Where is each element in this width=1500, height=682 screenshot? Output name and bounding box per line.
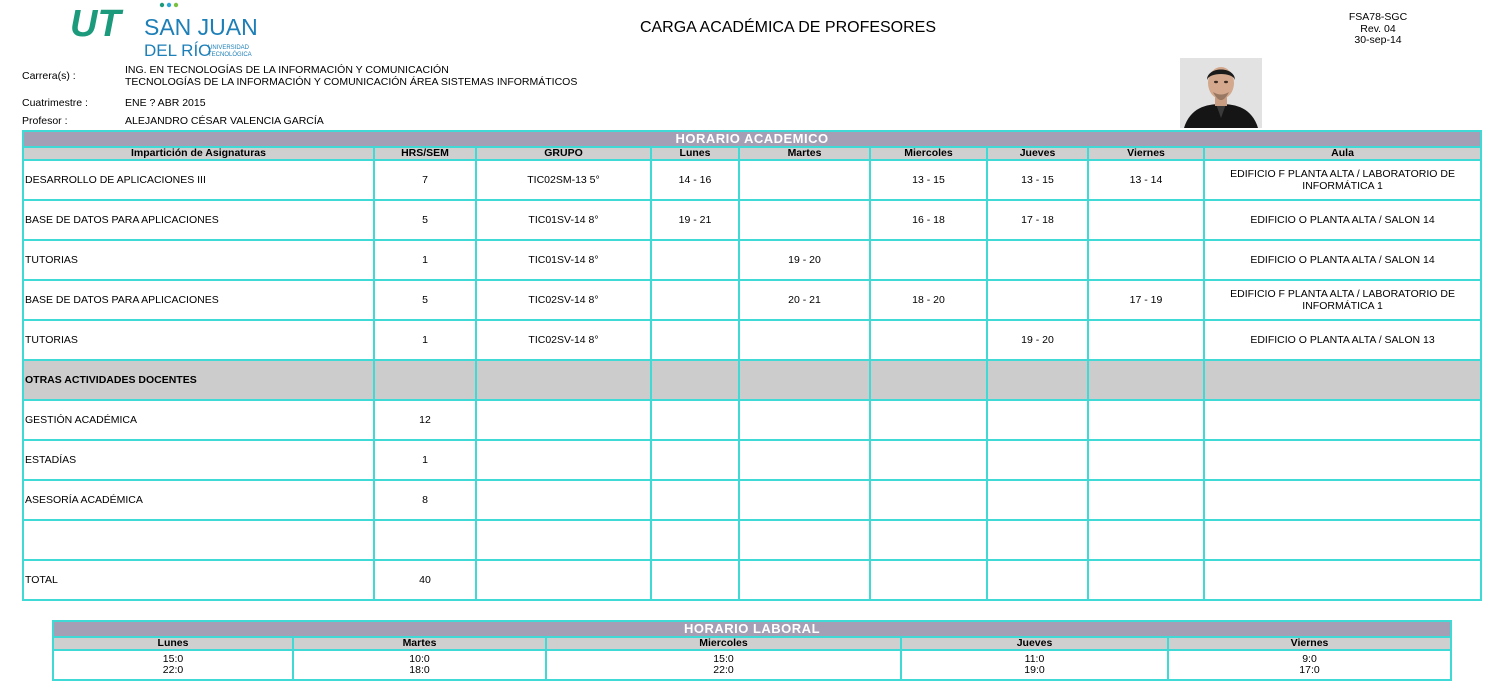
table-cell: 5 [374,200,476,240]
table-cell: 19 - 21 [651,200,739,240]
document-date: 30-sep-14 [1354,34,1402,46]
column-header: Lunes [651,147,739,160]
table-row [23,320,1481,360]
table-cell: EDIFICIO O PLANTA ALTA / SALON 14 [1204,240,1481,280]
table-cell [651,440,739,480]
table-cell: TIC01SV-14 8° [476,200,651,240]
table-cell [1204,560,1481,600]
table-cell [870,360,987,400]
end-time: 22:0 [713,664,734,676]
document-code: FSA78-SGC [1348,11,1408,23]
table-cell [1088,200,1204,240]
column-header: Jueves [987,147,1088,160]
end-time: 17:0 [1299,664,1320,676]
table-cell [987,240,1088,280]
work-hours-cell [53,650,293,680]
table-cell [476,360,651,400]
table-cell: TIC02SV-14 8° [476,280,651,320]
subject-cell: TUTORIAS [23,240,374,280]
career-label: Carrera(s) : [22,70,76,82]
table-cell [651,520,739,560]
table-cell [1204,520,1481,560]
subject-cell: TUTORIAS [23,320,374,360]
subject-cell [23,520,374,560]
start-time: 15:0 [713,653,734,665]
table-cell: 17 - 19 [1088,280,1204,320]
professor-name: ALEJANDRO CÉSAR VALENCIA GARCÍA [125,115,324,127]
day-header: Lunes [53,637,293,650]
table-cell [739,520,870,560]
table-cell [987,400,1088,440]
table-cell [1204,480,1481,520]
table-cell [1088,560,1204,600]
table-row [23,480,1481,520]
column-header: HRS/SEM [374,147,476,160]
table-row [23,160,1481,200]
subject-cell: OTRAS ACTIVIDADES DOCENTES [23,360,374,400]
table-cell [870,520,987,560]
logo-dot [160,3,164,7]
table-cell [651,560,739,600]
table-cell [870,440,987,480]
professor-label: Profesor : [22,115,68,127]
logo-line1: SAN JUAN [144,14,258,40]
career-item: TECNOLOGÍAS DE LA INFORMACIÓN Y COMUNICACIÓN ÁREA SISTEMAS INFORMÁTICOS [125,76,578,88]
table-cell: 1 [374,440,476,480]
document-title: CARGA ACADÉMICA DE PROFESORES [639,19,937,36]
table-cell [476,560,651,600]
document-code-block [1330,12,1426,47]
table-cell [1088,320,1204,360]
table-cell: 13 - 15 [987,160,1088,200]
table-cell [1088,520,1204,560]
table-cell: 19 - 20 [739,240,870,280]
logo-dot [174,3,178,7]
labor-hours-row [53,650,1451,680]
subject-cell: BASE DE DATOS PARA APLICACIONES [23,200,374,240]
table-cell: TIC02SV-14 8° [476,320,651,360]
labor-banner: HORARIO LABORAL [53,621,1451,637]
professor-photo [1180,58,1262,128]
table-cell [1088,440,1204,480]
start-time: 10:0 [409,653,430,665]
table-cell [870,480,987,520]
table-cell [870,400,987,440]
table-cell: 19 - 20 [987,320,1088,360]
table-cell: 13 - 15 [870,160,987,200]
table-cell: 12 [374,400,476,440]
table-cell [870,560,987,600]
table-cell: 8 [374,480,476,520]
table-cell: 13 - 14 [1088,160,1204,200]
work-hours-cell [1168,650,1451,680]
day-header: Viernes [1168,637,1451,650]
table-cell [476,400,651,440]
table-cell [739,400,870,440]
table-row [23,240,1481,280]
table-cell [739,560,870,600]
table-cell [739,200,870,240]
end-time: 18:0 [409,664,430,676]
document-revision: Rev. 04 [1360,22,1396,35]
table-cell [476,440,651,480]
table-cell: TIC01SV-14 8° [476,240,651,280]
table-cell: 5 [374,280,476,320]
labor-header-row [53,637,1451,650]
table-row [23,360,1481,400]
table-row [23,520,1481,560]
subject-cell: BASE DE DATOS PARA APLICACIONES [23,280,374,320]
table-cell [739,360,870,400]
table-cell [1204,400,1481,440]
table-cell [987,560,1088,600]
table-cell [739,160,870,200]
work-hours-cell [546,650,901,680]
subject-cell: DESARROLLO DE APLICACIONES III [23,160,374,200]
term-value: ENE ? ABR 2015 [125,97,206,109]
table-cell: 7 [374,160,476,200]
table-cell [1088,400,1204,440]
table-cell: EDIFICIO O PLANTA ALTA / SALON 14 [1204,200,1481,240]
table-cell [651,280,739,320]
academic-rows [23,160,1481,600]
table-cell [651,400,739,440]
academic-header-row [23,147,1481,160]
day-header: Jueves [901,637,1168,650]
table-cell: 20 - 21 [739,280,870,320]
table-cell [987,280,1088,320]
table-cell [651,320,739,360]
subject-cell: TOTAL [23,560,374,600]
column-header: Martes [739,147,870,160]
column-header: Viernes [1088,147,1204,160]
table-cell [1088,360,1204,400]
start-time: 9:0 [1302,653,1317,665]
table-cell [476,480,651,520]
table-cell: EDIFICIO F PLANTA ALTA / LABORATORIO DE INFORMÁTICA 1 [1204,280,1481,320]
table-row [23,560,1481,600]
table-cell [987,360,1088,400]
table-cell [374,360,476,400]
career-list [125,64,577,88]
table-cell [1204,440,1481,480]
table-cell: 18 - 20 [870,280,987,320]
career-item: ING. EN TECNOLOGÍAS DE LA INFORMACIÓN Y COMUNICACIÓN [125,64,449,76]
table-cell: 1 [374,320,476,360]
table-row [23,440,1481,480]
table-cell [651,480,739,520]
labor-schedule-table [52,620,1452,681]
table-cell [739,480,870,520]
logo-dot [167,3,171,7]
table-cell [1088,240,1204,280]
academic-banner: HORARIO ACADEMICO [23,131,1481,147]
table-cell: 40 [374,560,476,600]
table-row [23,400,1481,440]
day-header: Miercoles [546,637,901,650]
column-header: GRUPO [476,147,651,160]
logo-line2: DEL RÍO [144,41,212,60]
table-cell [987,480,1088,520]
academic-schedule-table [22,130,1482,601]
table-cell: 1 [374,240,476,280]
subject-cell: ASESORÍA ACADÉMICA [23,480,374,520]
table-cell: 14 - 16 [651,160,739,200]
logo-mark: UT [70,3,121,45]
table-row [23,280,1481,320]
table-cell [987,520,1088,560]
table-cell: 17 - 18 [987,200,1088,240]
subject-cell: GESTIÓN ACADÉMICA [23,400,374,440]
table-cell [374,520,476,560]
term-label: Cuatrimestre : [22,97,88,109]
end-time: 22:0 [162,664,184,676]
table-cell [476,520,651,560]
table-cell: TIC02SM-13 5° [476,160,651,200]
table-cell [870,240,987,280]
subject-cell: ESTADÍAS [23,440,374,480]
table-cell [870,320,987,360]
table-row [23,200,1481,240]
start-time: 15:0 [162,653,184,665]
table-cell [1204,360,1481,400]
column-header: Aula [1204,147,1481,160]
table-cell: EDIFICIO F PLANTA ALTA / LABORATORIO DE INFORMÁTICA 1 [1204,160,1481,200]
table-cell: 16 - 18 [870,200,987,240]
start-time: 11:0 [1024,653,1045,665]
column-header: Impartición de Asignaturas [23,147,374,160]
table-cell [1088,480,1204,520]
table-cell: EDIFICIO O PLANTA ALTA / SALON 13 [1204,320,1481,360]
work-hours-cell [293,650,546,680]
table-cell [651,360,739,400]
table-cell [987,440,1088,480]
work-hours-cell [901,650,1168,680]
logo-tag1: UNIVERSIDAD [208,45,250,51]
table-cell [651,240,739,280]
table-cell [739,320,870,360]
logo-tag2: TECNOLÓGICA [208,52,252,58]
column-header: Miercoles [870,147,987,160]
day-header: Martes [293,637,546,650]
table-cell [739,440,870,480]
end-time: 19:0 [1024,664,1045,676]
